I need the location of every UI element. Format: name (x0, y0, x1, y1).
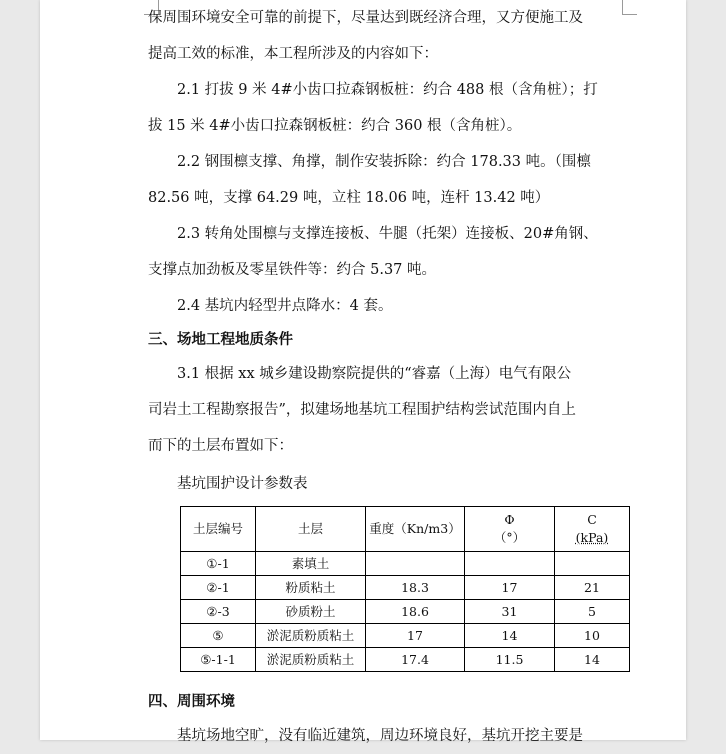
soil-parameter-table (180, 506, 630, 672)
table-cell: 21 (555, 576, 630, 600)
table-row (181, 600, 630, 624)
header-unit-weight: 重度（Kn/m3） (366, 507, 465, 552)
paragraph-line: 2.3 转角处围檩与支撑连接板、牛腿（托架）连接板、20#角钢、 (177, 226, 598, 242)
paragraph-line: 2.1 打拔 9 米 4#小齿口拉森钢板桩：约合 488 根（含角桩）；打 (177, 82, 598, 98)
table-cell: 粉质粘土 (256, 576, 366, 600)
table-cell: 18.3 (366, 576, 465, 600)
table-cell: 11.5 (465, 648, 555, 672)
header-layer: 土层 (256, 507, 366, 552)
table-cell: 10 (555, 624, 630, 648)
paragraph-line: 而下的土层布置如下： (148, 438, 293, 454)
table-cell: ②-1 (181, 576, 256, 600)
header-friction-angle (465, 507, 555, 552)
paragraph-line: 2.4 基坑内轻型井点降水：4 套。 (177, 298, 393, 314)
table-cell: 14 (555, 648, 630, 672)
spacer (148, 672, 633, 686)
table-cell: 素填土 (256, 552, 366, 576)
paragraph-line: 拔 15 米 4#小齿口拉森钢板桩：约合 360 根（含角桩）。 (148, 118, 522, 134)
table-header-row (181, 507, 630, 552)
table-row (181, 624, 630, 648)
table-cell (366, 552, 465, 576)
table-cell: 砂质粉土 (256, 600, 366, 624)
header-phi-unit: （°） (493, 530, 526, 545)
header-phi-symbol: Φ (504, 512, 515, 527)
table-cell (555, 552, 630, 576)
table-cell: 17 (366, 624, 465, 648)
table-cell: 17.4 (366, 648, 465, 672)
header-cohesion (555, 507, 630, 552)
table-cell (465, 552, 555, 576)
table-cell: 18.6 (366, 600, 465, 624)
paragraph-line: 支撑点加劲板及零星铁件等：约合 5.37 吨。 (148, 262, 437, 278)
table-cell: 31 (465, 600, 555, 624)
paragraph-line: 2.2 钢围檩支撑、角撑，制作安装拆除：约合 178.33 吨。（围檩 (177, 154, 591, 170)
table-cell: ⑤-1-1 (181, 648, 256, 672)
header-c-unit: (kPa) (575, 530, 609, 545)
header-c-symbol: C (587, 512, 597, 527)
table-row (181, 552, 630, 576)
table-cell: ①-1 (181, 552, 256, 576)
table-row (181, 576, 630, 600)
paragraph-line: 基坑场地空旷，没有临近建筑，周边环境良好，基坑开挖主要是 (177, 728, 583, 744)
table-cell: 17 (465, 576, 555, 600)
paragraph-line: 保周围环境安全可靠的前提下，尽量达到既经济合理，又方便施工及 (148, 10, 583, 26)
document-page (40, 0, 686, 744)
paragraph-line: 提高工效的标准，本工程所涉及的内容如下： (148, 46, 438, 62)
table-caption: 基坑围护设计参数表 (177, 476, 308, 492)
table-cell: 5 (555, 600, 630, 624)
table-cell: ⑤ (181, 624, 256, 648)
table-cell: 淤泥质粉质粘土 (256, 624, 366, 648)
section-heading: 三、场地工程地质条件 (148, 331, 293, 348)
paragraph-line: 82.56 吨，支撑 64.29 吨，立柱 18.06 吨，连杆 13.42 吨） (148, 190, 550, 206)
table-row (181, 648, 630, 672)
paragraph-line: 3.1 根据 xx 城乡建设勘察院提供的“睿嘉（上海）电气有限公 (177, 366, 572, 382)
document-body (148, 0, 633, 754)
table-cell: 14 (465, 624, 555, 648)
header-layer-number: 土层编号 (181, 507, 256, 552)
section-heading: 四、周围环境 (148, 693, 235, 710)
paragraph-line: 司岩土工程勘察报告”，拟建场地基坑工程围护结构尝试范围内自上 (148, 402, 576, 418)
table-cell: 淤泥质粉质粘土 (256, 648, 366, 672)
table-cell: ②-3 (181, 600, 256, 624)
